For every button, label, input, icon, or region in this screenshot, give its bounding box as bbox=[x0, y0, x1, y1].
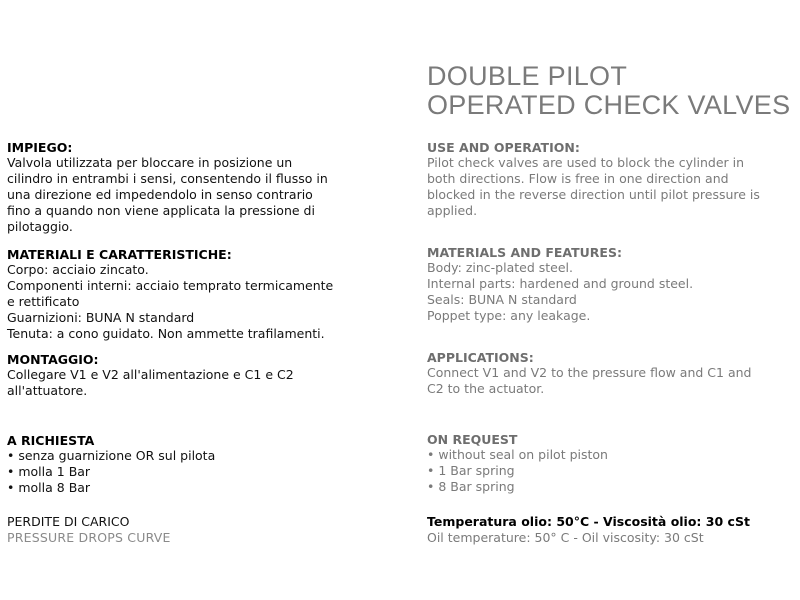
impiego-line: una direzione ed impedendolo in senso contrario bbox=[7, 187, 313, 202]
perdite-label: PERDITE DI CARICO bbox=[7, 514, 130, 529]
list-item: • molla 8 Bar bbox=[7, 480, 347, 496]
materials-line: Body: zinc-plated steel. bbox=[427, 260, 573, 275]
page-title bbox=[427, 62, 790, 120]
richiesta-list bbox=[7, 448, 347, 496]
impiego-heading: IMPIEGO: bbox=[7, 140, 73, 155]
use-line: both directions. Flow is free in one direction and bbox=[427, 171, 729, 186]
materials-section bbox=[427, 245, 797, 324]
materials-line: Internal parts: hardened and ground steel. bbox=[427, 276, 694, 291]
use-section bbox=[427, 140, 797, 219]
temperature-section bbox=[427, 514, 797, 546]
title-line-1: DOUBLE PILOT bbox=[427, 61, 628, 91]
materiali-line: Componenti interni: acciaio temprato termicamente bbox=[7, 278, 334, 293]
use-line: blocked in the reverse direction until pilot pressure is bbox=[427, 187, 760, 202]
title-line-2: OPERATED CHECK VALVES bbox=[427, 90, 791, 120]
temperature-italian: Temperatura olio: 50°C - Viscosità olio: 30 cSt bbox=[427, 514, 750, 529]
materiali-line: e rettificato bbox=[7, 294, 80, 309]
applications-heading: APPLICATIONS: bbox=[427, 350, 534, 365]
pressure-drops-label: PRESSURE DROPS CURVE bbox=[7, 530, 171, 545]
use-line: applied. bbox=[427, 203, 478, 218]
applications-line: Connect V1 and V2 to the pressure flow and C1 and bbox=[427, 365, 752, 380]
applications-line: C2 to the actuator. bbox=[427, 381, 545, 396]
montaggio-line: Collegare V1 e V2 all'alimentazione e C1 e C2 bbox=[7, 367, 294, 382]
materials-heading: MATERIALS AND FEATURES: bbox=[427, 245, 622, 260]
richiesta-heading: A RICHIESTA bbox=[7, 433, 95, 448]
richiesta-section bbox=[7, 433, 347, 496]
temperature-english: Oil temperature: 50° C - Oil viscosity: 30 cSt bbox=[427, 530, 704, 545]
montaggio-heading: MONTAGGIO: bbox=[7, 352, 99, 367]
impiego-line: Valvola utilizzata per bloccare in posizione un bbox=[7, 155, 293, 170]
request-list bbox=[427, 447, 797, 495]
materiali-section bbox=[7, 247, 347, 342]
materiali-line: Corpo: acciaio zincato. bbox=[7, 262, 149, 277]
impiego-line: fino a quando non viene applicata la pressione di bbox=[7, 203, 315, 218]
use-line: Pilot check valves are used to block the cylinder in bbox=[427, 155, 745, 170]
materiali-line: Tenuta: a cono guidato. Non ammette trafilamenti. bbox=[7, 326, 325, 341]
materiali-heading: MATERIALI E CARATTERISTICHE: bbox=[7, 247, 232, 262]
materials-line: Seals: BUNA N standard bbox=[427, 292, 577, 307]
list-item: • 8 Bar spring bbox=[427, 479, 797, 495]
montaggio-section bbox=[7, 352, 347, 399]
list-item: • without seal on pilot piston bbox=[427, 447, 797, 463]
curve-section bbox=[7, 514, 347, 546]
impiego-section bbox=[7, 140, 347, 235]
list-item: • senza guarnizione OR sul pilota bbox=[7, 448, 347, 464]
materials-line: Poppet type: any leakage. bbox=[427, 308, 591, 323]
applications-section bbox=[427, 350, 797, 397]
request-heading: ON REQUEST bbox=[427, 432, 518, 447]
request-section bbox=[427, 432, 797, 495]
list-item: • 1 Bar spring bbox=[427, 463, 797, 479]
impiego-line: cilindro in entrambi i sensi, consentendo il flusso in bbox=[7, 171, 328, 186]
montaggio-line: all'attuatore. bbox=[7, 383, 88, 398]
use-heading: USE AND OPERATION: bbox=[427, 140, 580, 155]
materiali-line: Guarnizioni: BUNA N standard bbox=[7, 310, 195, 325]
list-item: • molla 1 Bar bbox=[7, 464, 347, 480]
impiego-line: pilotaggio. bbox=[7, 219, 73, 234]
